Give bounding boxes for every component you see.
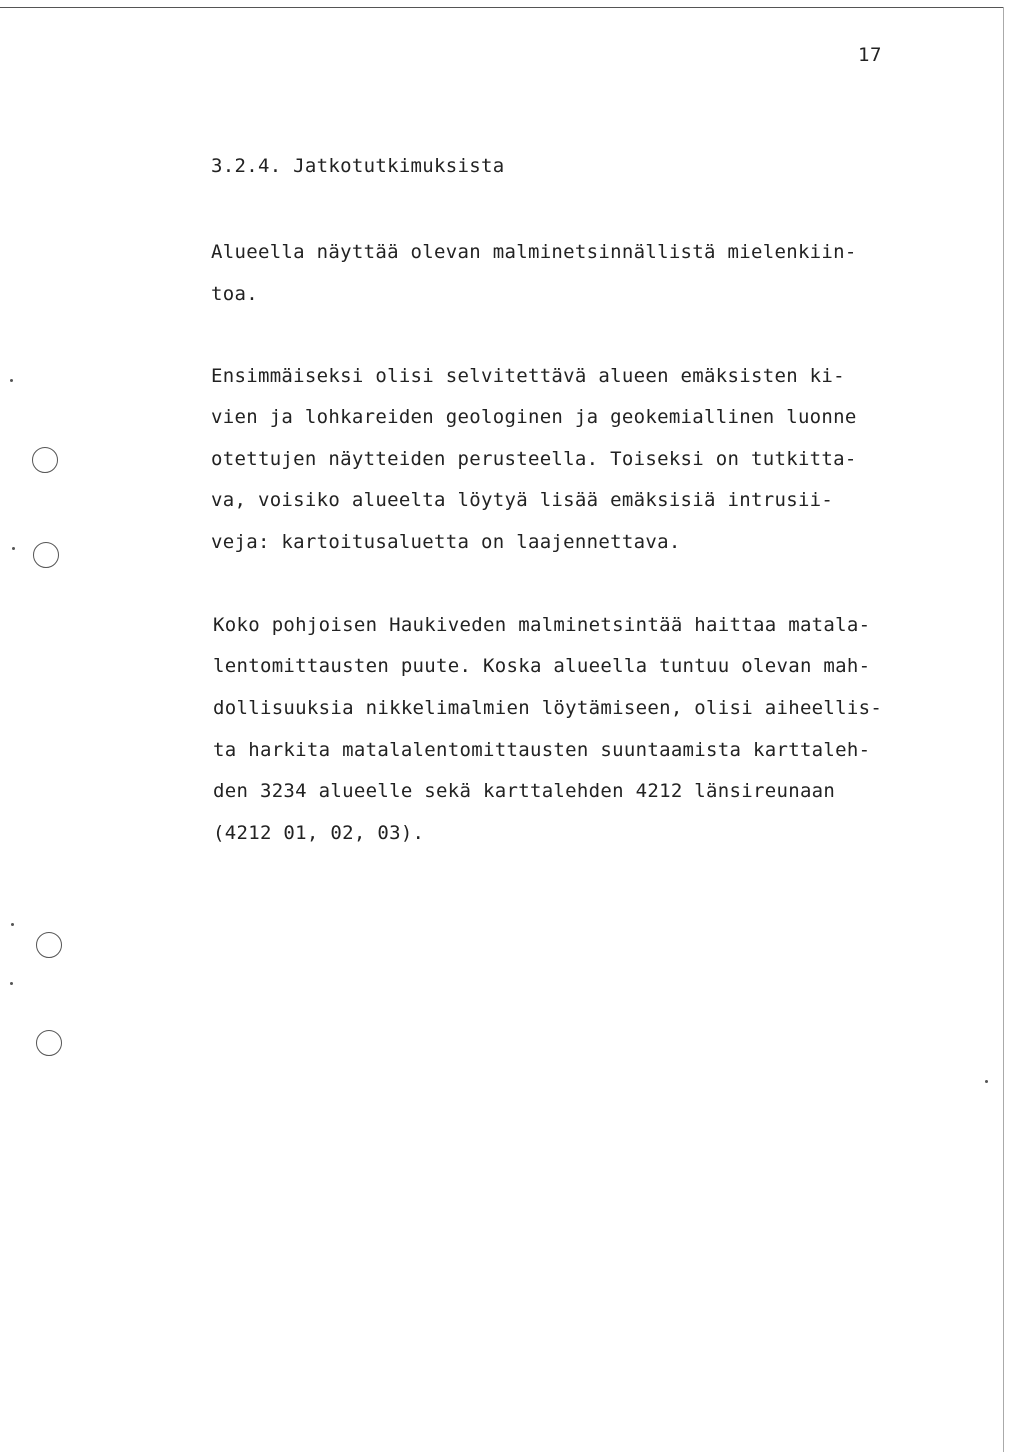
paragraph-2-line-5: veja: kartoitusaluetta on laajennettava. xyxy=(211,531,681,553)
paragraph-2-line-2: vien ja lohkareiden geologinen ja geokemiallinen luonne xyxy=(211,406,857,428)
punch-hole-icon xyxy=(33,542,59,568)
paragraph-2-line-4: va, voisiko alueelta löytyä lisää emäksisiä intrusii- xyxy=(211,489,834,511)
paragraph-3-line-3: dollisuuksia nikkelimalmien löytämiseen, olisi aiheellis- xyxy=(213,697,883,719)
paragraph-3-line-2: lentomittausten puute. Koska alueella tuntuu olevan mah- xyxy=(213,655,871,677)
paragraph-3-line-1: Koko pohjoisen Haukiveden malminetsintää haittaa matala- xyxy=(213,614,871,636)
paragraph-3-line-6: (4212 01, 02, 03). xyxy=(213,822,425,844)
scan-speck xyxy=(11,923,14,926)
punch-hole-icon xyxy=(36,932,62,958)
paragraph-2-line-3: otettujen näytteiden perusteella. Toiseksi on tutkitta- xyxy=(211,448,857,470)
paragraph-3-line-5: den 3234 alueelle sekä karttalehden 4212 länsireunaan xyxy=(213,780,836,802)
scan-speck xyxy=(12,547,15,550)
page-number: 17 xyxy=(858,44,882,66)
top-border-line xyxy=(0,7,1003,8)
scan-speck xyxy=(985,1080,988,1083)
scan-speck xyxy=(10,982,13,985)
paragraph-3-line-4: ta harkita matalalentomittausten suuntaamista karttaleh- xyxy=(213,739,871,761)
paragraph-1-line-2: toa. xyxy=(211,283,258,305)
scan-speck xyxy=(10,379,13,382)
section-heading: 3.2.4. Jatkotutkimuksista xyxy=(211,155,505,177)
right-border-line xyxy=(1003,7,1004,1452)
punch-hole-icon xyxy=(32,447,58,473)
paragraph-1-line-1: Alueella näyttää olevan malminetsinnällistä mielenkiin- xyxy=(211,241,857,263)
punch-hole-icon xyxy=(36,1030,62,1056)
paragraph-2-line-1: Ensimmäiseksi olisi selvitettävä alueen emäksisten ki- xyxy=(211,365,845,387)
